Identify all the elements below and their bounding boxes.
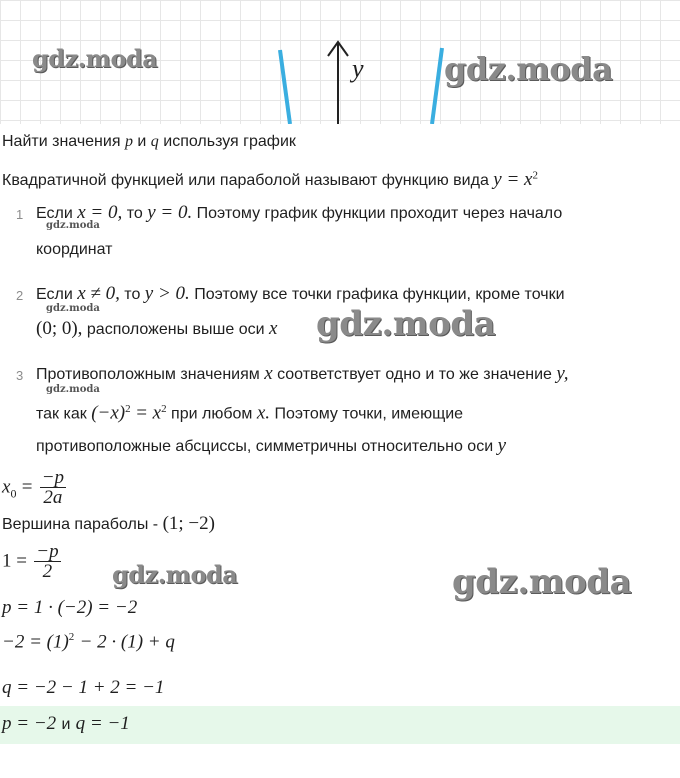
task-text: Найти значения p и q используя график bbox=[2, 133, 296, 150]
watermark-small: gdz.moda bbox=[46, 220, 100, 231]
step-1: 1 = $\frac{-p}{2}$ bbox=[2, 541, 59, 582]
watermark: gdz.moda bbox=[316, 304, 496, 344]
step-2: p = 1 · (−2) = −2 bbox=[2, 597, 138, 618]
list-item-continuation: противоположные абсциссы, симметричны относительно оси y bbox=[36, 435, 507, 456]
watermark: gdz.moda bbox=[452, 562, 632, 602]
watermark: gdz.moda bbox=[32, 44, 158, 73]
vertex-text: Вершина параболы - (1; −2) bbox=[2, 513, 215, 534]
list-number: 3 bbox=[16, 368, 24, 383]
watermark: gdz.moda bbox=[444, 50, 613, 88]
list-number: 2 bbox=[16, 288, 24, 303]
parabola-left-branch bbox=[280, 50, 290, 124]
list-number: 1 bbox=[16, 207, 24, 222]
y-axis-label: y bbox=[352, 54, 364, 83]
list-item-continuation: так как $(-x)^2 = x^2$ при любом x. Поэтому точки, имеющие bbox=[36, 402, 464, 424]
watermark-small: gdz.moda bbox=[46, 303, 100, 314]
watermark: gdz.moda bbox=[112, 560, 238, 589]
graph-fragment bbox=[0, 0, 680, 124]
step-4: q = −2 − 1 + 2 = −1 bbox=[2, 677, 165, 698]
watermark-small: gdz.moda bbox=[46, 384, 100, 395]
list-item: Противоположным значениям x соответствует одно и то же значение y, bbox=[36, 363, 569, 384]
definition-text: Квадратичной функцией или параболой называют функцию вида $y = x^2$ bbox=[2, 169, 538, 190]
parabola-right-branch bbox=[432, 48, 442, 124]
answer-text: p = −2 и q = −1 bbox=[2, 713, 130, 734]
vertex-formula: $x_0$ = $\frac{-p}{2a}$ bbox=[2, 467, 65, 508]
step-3: $-2 = (1)^2 - 2 \cdot (1) + q$ bbox=[2, 631, 175, 653]
list-item-continuation: (0; 0), расположены выше оси x bbox=[36, 318, 278, 339]
list-item-continuation: координат bbox=[36, 241, 113, 258]
list-item: Если x = 0, то y = 0. Поэтому график функции проходит через начало bbox=[36, 202, 563, 223]
list-item: Если x ≠ 0, то y > 0. Поэтому все точки графика функции, кроме точки bbox=[36, 283, 565, 304]
